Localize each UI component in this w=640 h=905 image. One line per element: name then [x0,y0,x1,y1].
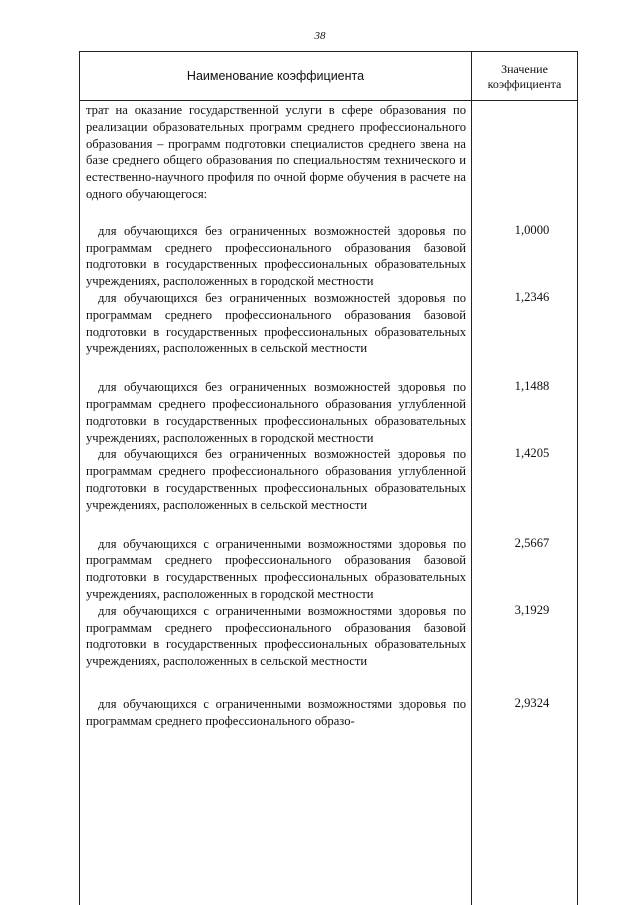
coefficient-table [79,51,578,905]
table-row-value: 2,5667 [514,536,550,550]
header-value-line1: Значение [501,62,548,76]
header-value-line2: коэффициента [487,77,562,91]
header-coefficient-value [471,52,577,100]
table-body-text [86,102,466,730]
table-row-text: для обучающихся с ограниченными возможностями здоровья по программам среднего профессионального образования базовой подготовки в государственных профессиональных образовательных учреждениях, расположенных в сельской местности [86,603,466,669]
table-row-value: 3,1929 [514,603,550,617]
table-row-value: 1,4205 [514,446,550,460]
table-row-text: для обучающихся без ограниченных возможностей здоровья по программам среднего профессионального образования базовой подготовки в государственных профессиональных образовательных учреждениях, расположенных в городской местности [86,223,466,289]
table-row-text: для обучающихся без ограниченных возможностей здоровья по программам среднего профессионального образования углубленной подготовки в государственных профессиональных образовательных учреждениях, расположенных в сельской местности [86,447,466,512]
table-row-text: для обучающихся без ограниченных возможностей здоровья по программам среднего профессионального образования базовой подготовки в государственных профессиональных образовательных учреждениях, расположенных в сельской местности [86,290,466,356]
table-row-text: для обучающихся с ограниченными возможностями здоровья по программам среднего профессионального образования базовой подготовки в государственных профессиональных образовательных учреждениях, расположенных в городской местности [86,536,466,601]
page-number: 38 [314,30,326,42]
table-header [80,51,577,101]
table-row-value: 2,9324 [514,696,550,710]
table-row-value: 1,2346 [514,290,550,304]
header-coefficient-name: Наименование коэффициента [186,69,365,83]
intro-paragraph: трат на оказание государственной услуги в сфере образования по реализации образовательных программ среднего профессионального образования – программ подготовки специалистов среднего звена на базе среднего общего образования по специальностям технического и естественно-научного профиля по очной форме обучения в расчете на одного обучающегося: [86,103,466,201]
column-divider [471,99,472,905]
table-row-value: 1,1488 [514,379,550,393]
table-row-value: 1,0000 [514,223,550,237]
table-row-text: для обучающихся без ограниченных возможностей здоровья по программам среднего профессионального образования углубленной подготовки в государственных профессиональных образовательных учреждениях, расположенных в городской местности [86,380,466,445]
table-row-text: для обучающихся с ограниченными возможностями здоровья по программам среднего профессионального образо- [86,696,466,728]
